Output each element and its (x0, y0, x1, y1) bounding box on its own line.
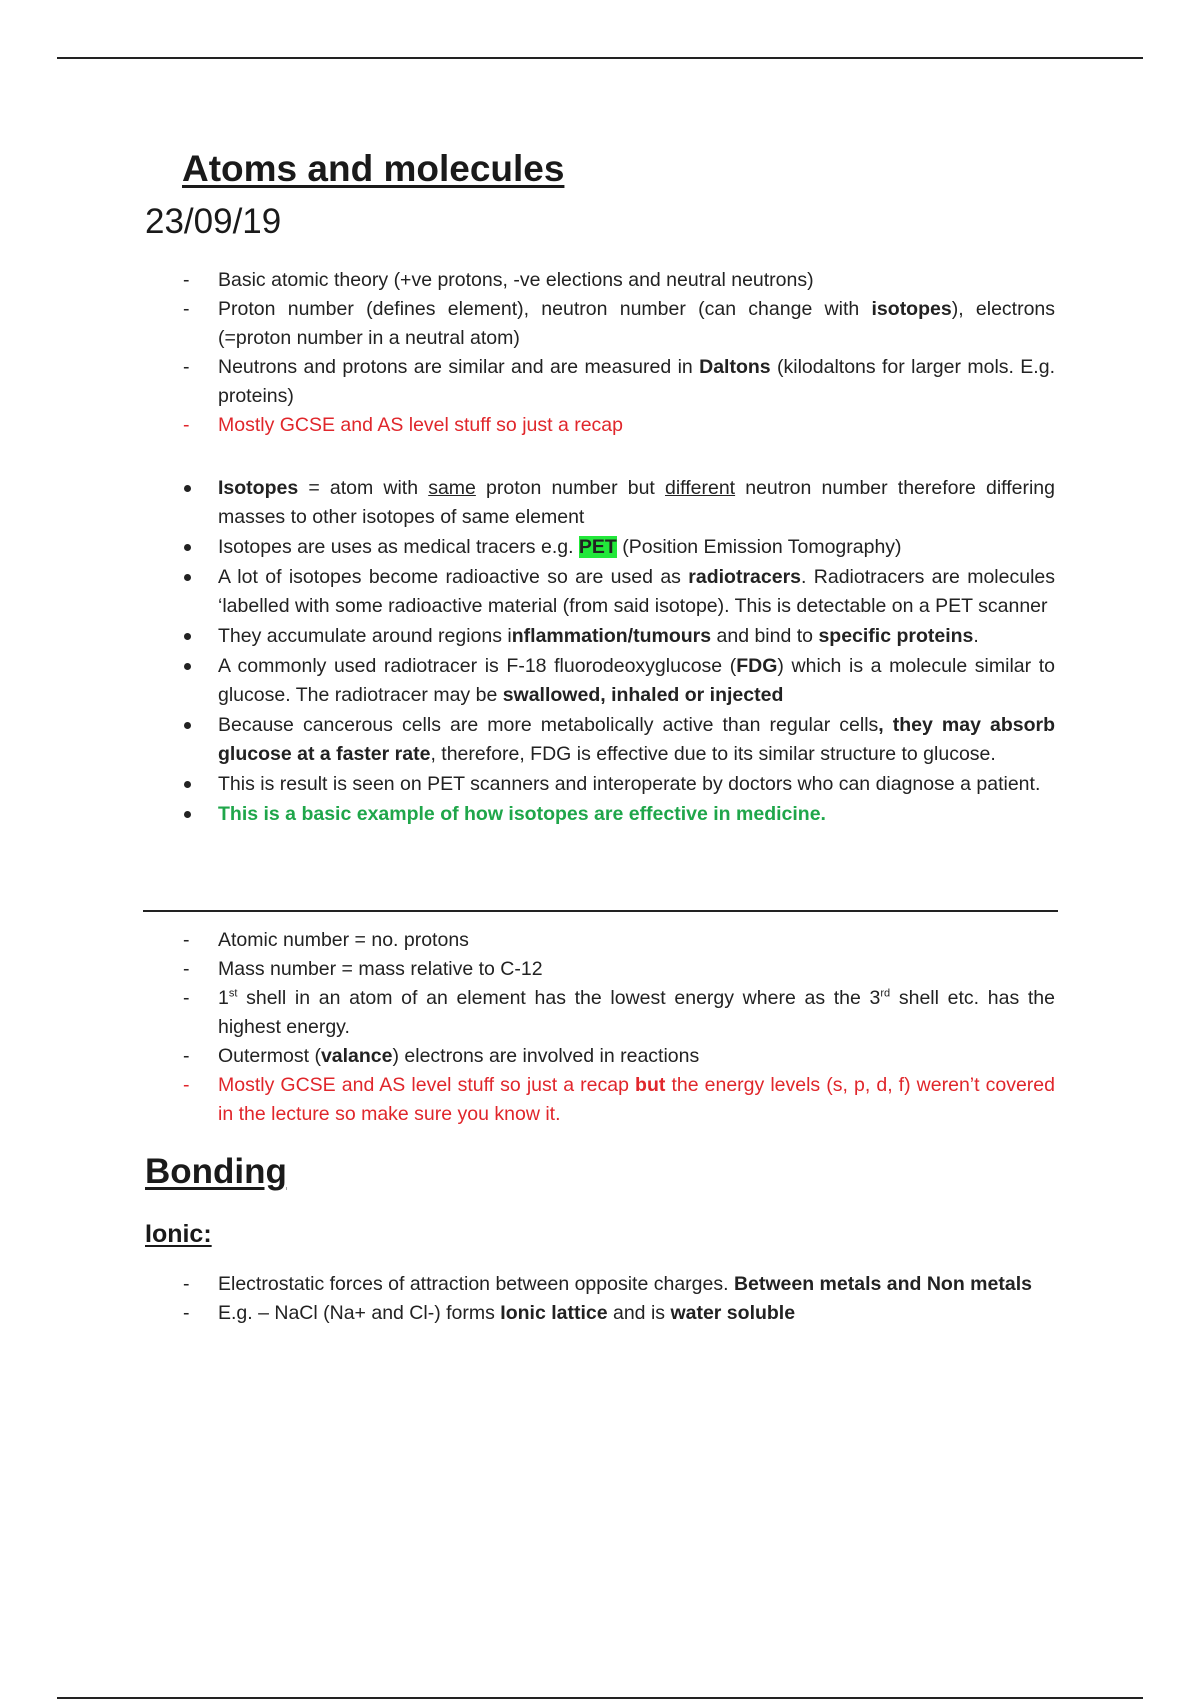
atomic-item-valance: Outermost (valance) electrons are involved in reactions (218, 1045, 700, 1067)
isotopes-item-pet-scanners: This is result is seen on PET scanners and interoperate by doctors who can diagnose a patient. (218, 773, 1041, 795)
intro-item-proton-number: Proton number (defines element), neutron number (can change with isotopes), electrons (=proton number in a neutral atom) (218, 298, 1056, 349)
intro-item-recap-note: Mostly GCSE and AS level stuff so just a recap (218, 414, 623, 436)
isotopes-item-cancerous-cells: Because cancerous cells are more metabolically active than regular cells, they may absorb glucose at a faster rate, therefore, FDG is effective due to its similar structure to glucose. (218, 714, 1055, 765)
atomic-item-mass-number: Mass number = mass relative to C-12 (218, 958, 543, 980)
page-top-rule (57, 57, 1143, 59)
ionic-item-nacl: E.g. – NaCl (Na+ and Cl-) forms Ionic lattice and is water soluble (218, 1302, 796, 1324)
isotopes-item-radiotracers: A lot of isotopes become radioactive so are used as radiotracers. Radiotracers are molecules ‘labelled with some radioactive material (from said isotope). This is detectable on a PET scanner (218, 566, 1056, 617)
bonding-heading: Bonding (145, 1152, 287, 1191)
isotopes-item-fdg: A commonly used radiotracer is F-18 fluorodeoxyglucose (FDG) which is a molecule similar to glucose. The radiotracer may be swallowed, inhaled or injected (218, 655, 1055, 706)
intro-item-basic-theory: Basic atomic theory (+ve protons, -ve elections and neutral neutrons) (218, 269, 814, 291)
isotopes-list (0, 474, 1055, 830)
intro-item-daltons: Neutrons and protons are similar and are measured in Daltons (kilodaltons for larger mols. E.g. proteins) (218, 356, 1055, 407)
atomic-item-atomic-number: Atomic number = no. protons (218, 929, 469, 951)
section-divider (143, 910, 1058, 912)
isotopes-item-medical-tracers: Isotopes are uses as medical tracers e.g. PET (Position Emission Tomography) (218, 536, 902, 558)
ionic-list (0, 1270, 1055, 1328)
isotopes-item-summary: This is a basic example of how isotopes are effective in medicine. (218, 803, 826, 825)
highlighted-term: PET (578, 536, 617, 558)
atomic-item-recap-note: Mostly GCSE and AS level stuff so just a recap but the energy levels (s, p, d, f) weren’t covered in the lecture so make sure you know it. (218, 1074, 1055, 1125)
page-title: Atoms and molecules (182, 148, 565, 189)
ionic-item-electrostatic: Electrostatic forces of attraction between opposite charges. Between metals and Non metals (218, 1273, 1032, 1295)
atomic-list (0, 926, 1055, 1129)
intro-list (0, 266, 1055, 440)
isotopes-item-accumulate: They accumulate around regions inflammation/tumours and bind to specific proteins. (218, 625, 979, 647)
atomic-item-shells: 1st shell in an atom of an element has the lowest energy where as the 3rd shell etc. has the highest energy. (218, 987, 1055, 1038)
isotopes-item-definition: Isotopes = atom with same proton number but different neutron number therefore differing masses to other isotopes of same element (218, 477, 1055, 528)
ionic-heading: Ionic: (145, 1220, 212, 1248)
page-bottom-rule (57, 1697, 1143, 1699)
date-heading: 23/09/19 (145, 202, 282, 241)
